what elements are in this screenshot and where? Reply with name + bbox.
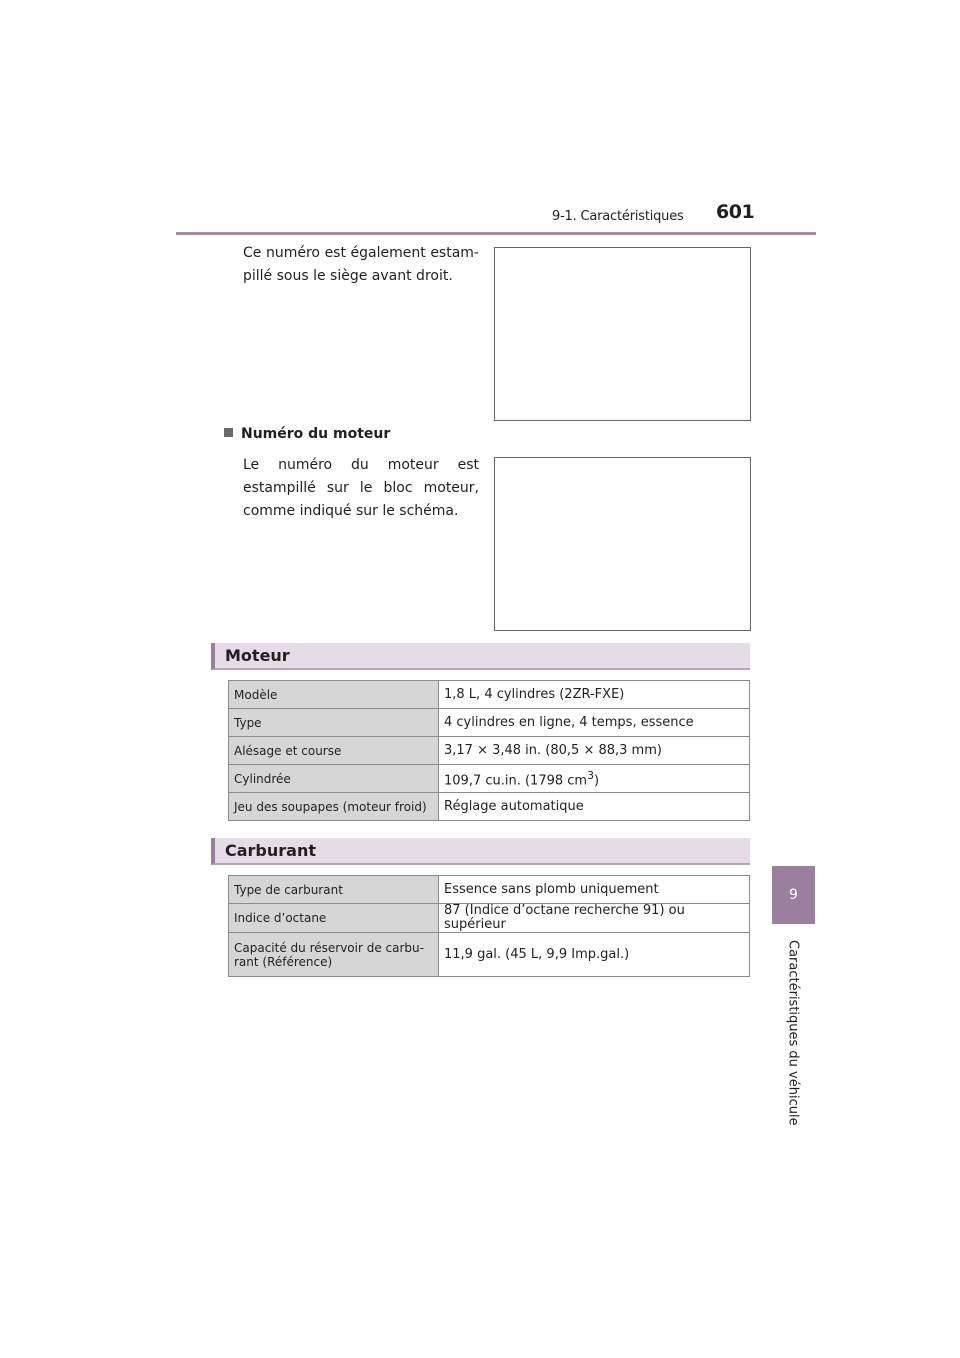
spec-label: Jeu des soupapes (moteur froid) — [229, 793, 439, 821]
spec-value: 1,8 L, 4 cylindres (2ZR-FXE) — [439, 681, 750, 709]
table-row — [229, 765, 750, 793]
section-title-moteur: Moteur — [225, 646, 290, 665]
chapter-tab-label — [771, 940, 815, 1126]
table-row — [229, 793, 750, 821]
engine-number-heading — [224, 426, 390, 442]
spec-label: Type — [229, 709, 439, 737]
spec-table-moteur — [228, 680, 750, 821]
spec-label: Modèle — [229, 681, 439, 709]
engine-number-paragraph: Le numéro du moteur est estampillé sur le bloc moteur, comme indiqué sur le schéma. — [243, 457, 479, 519]
spec-value-main: 109,7 cu.in. (1798 cm — [444, 773, 588, 789]
section-header-carburant — [211, 838, 750, 865]
spec-value: Essence sans plomb uniquement — [439, 876, 750, 904]
spec-value: Réglage automatique — [439, 793, 750, 821]
intro-paragraph: Ce numéro est également estam-pillé sous le siège avant droit. — [243, 245, 479, 284]
spec-value: 4 cylindres en ligne, 4 temps, essence — [439, 709, 750, 737]
square-bullet-icon — [224, 428, 233, 437]
chapter-tab-number[interactable]: 9 — [772, 866, 815, 924]
spec-label: Cylindrée — [229, 765, 439, 793]
table-row — [229, 681, 750, 709]
section-header-moteur — [211, 643, 750, 670]
engine-number-title: Numéro du moteur — [241, 426, 391, 442]
chapter-tab-label-text: Caractéristiques du véhicule — [785, 940, 801, 1126]
figure-seat-location — [494, 247, 751, 421]
section-title-carburant: Carburant — [225, 841, 316, 860]
header-rule — [176, 232, 816, 235]
figure-engine-block — [494, 457, 751, 631]
spec-label: Alésage et course — [229, 737, 439, 765]
spec-label: Type de carburant — [229, 876, 439, 904]
table-row — [229, 876, 750, 904]
spec-value — [439, 765, 750, 793]
spec-label: Capacité du réservoir de carbu-rant (Référence) — [229, 933, 439, 977]
table-row — [229, 709, 750, 737]
spec-value: 3,17 × 3,48 in. (80,5 × 88,3 mm) — [439, 737, 750, 765]
header-section-title: 9-1. Caractéristiques — [552, 209, 684, 224]
table-row — [229, 737, 750, 765]
table-row — [229, 904, 750, 933]
spec-value: 11,9 gal. (45 L, 9,9 Imp.gal.) — [439, 933, 750, 977]
spec-table-carburant — [228, 875, 750, 977]
spec-value-end: ) — [593, 773, 600, 789]
spec-label: Indice d’octane — [229, 904, 439, 933]
spec-value-sup: 3 — [587, 768, 594, 782]
page-number: 601 — [716, 201, 755, 223]
table-row — [229, 933, 750, 977]
spec-value: 87 (Indice d’octane recherche 91) ou supérieur — [439, 904, 750, 933]
